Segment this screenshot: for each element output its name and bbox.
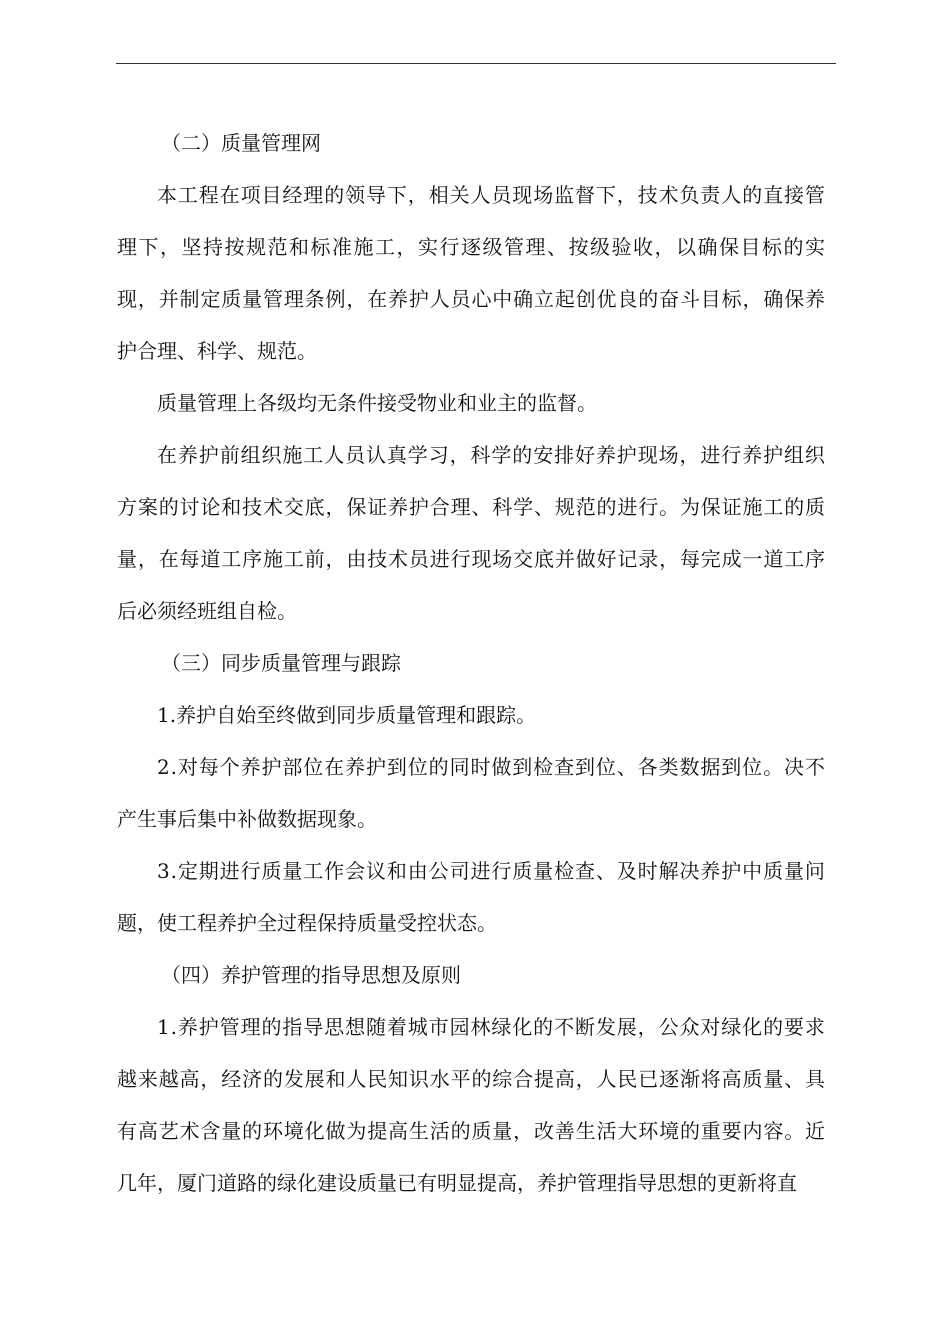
text-line: 在养护前组织施工人员认真学习，科学的安排好养护现场，进行养护组织: [157, 443, 826, 467]
text-line: 几年，厦门道路的绿化建设质量已有明显提高，养护管理指导思想的更新将直: [117, 1171, 797, 1195]
text-line: 1.养护自始至终做到同步质量管理和跟踪。: [157, 703, 537, 727]
text-line: 越来越高，经济的发展和人民知识水平的综合提高，人民已逐渐将高质量、具: [117, 1067, 826, 1091]
text-line: 本工程在项目经理的领导下，相关人员现场监督下，技术负责人的直接管: [157, 183, 826, 207]
text-line: 3.定期进行质量工作会议和由公司进行质量检查、及时解决养护中质量问: [157, 859, 826, 883]
text-line: 题，使工程养护全过程保持质量受控状态。: [117, 911, 497, 935]
text-line: 产生事后集中补做数据现象。: [117, 807, 377, 831]
text-line: 后必须经班组自检。: [117, 599, 297, 623]
text-line: 有高艺术含量的环境化做为提高生活的质量，改善生活大环境的重要内容。近: [117, 1119, 826, 1143]
text-line: 现，并制定质量管理条例，在养护人员心中确立起创优良的奋斗目标，确保养: [117, 287, 826, 311]
text-line: 理下，坚持按规范和标准施工，实行逐级管理、按级验收，以确保目标的实: [117, 235, 827, 259]
text-line: 2.对每个养护部位在养护到位的同时做到检查到位、各类数据到位。决不: [157, 755, 826, 779]
section-heading: （四）养护管理的指导思想及原则: [161, 963, 461, 987]
text-line: 护合理、科学、规范。: [117, 339, 317, 363]
text-line: 方案的讨论和技术交底，保证养护合理、科学、规范的进行。为保证施工的质: [117, 495, 826, 519]
document-body: [117, 117, 825, 1209]
text-line: 量，在每道工序施工前，由技术员进行现场交底并做好记录，每完成一道工序: [117, 547, 826, 571]
header-rule: [116, 63, 836, 64]
text-line: 质量管理上各级均无条件接受物业和业主的监督。: [157, 391, 597, 415]
section-heading: （二）质量管理网: [161, 131, 321, 155]
section-heading: （三）同步质量管理与跟踪: [161, 651, 401, 675]
text-line: 1.养护管理的指导思想随着城市园林绿化的不断发展，公众对绿化的要求: [157, 1015, 826, 1039]
